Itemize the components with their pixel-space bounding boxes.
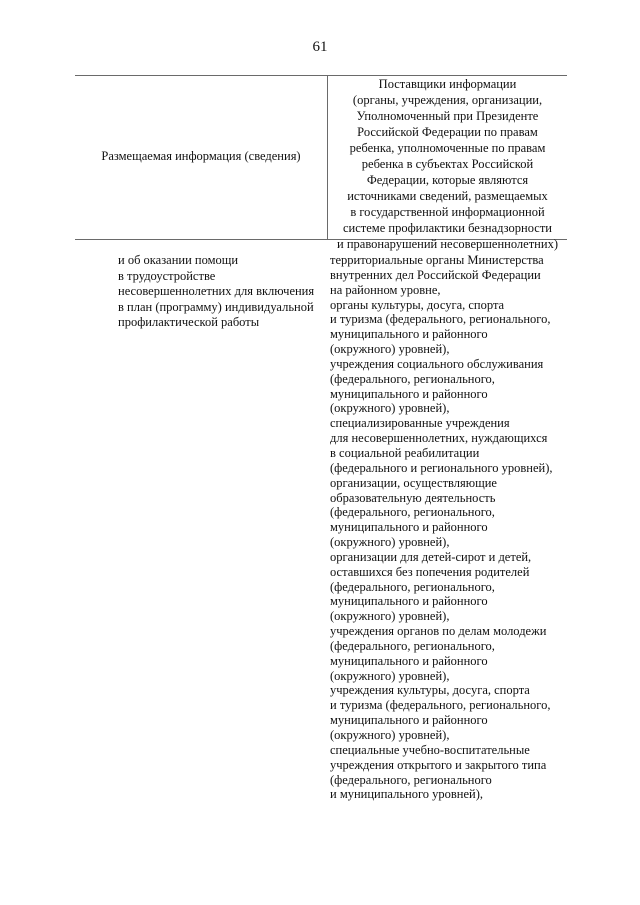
row-suppliers-line: в социальной реабилитации: [330, 445, 480, 460]
row-suppliers-line: (федерального, регионального,: [330, 579, 495, 594]
row-suppliers-line: (окружного) уровней),: [330, 728, 450, 742]
header-suppliers-line: Уполномоченный при Президенте: [356, 109, 539, 123]
row-suppliers-line: территориальные органы Министерства: [330, 253, 544, 267]
row-suppliers-line: муниципального и районного: [330, 653, 488, 668]
header-suppliers-line: ребенка в субъектах Российской: [361, 157, 534, 171]
header-suppliers-line: Федерации, которые являются: [366, 173, 529, 187]
row-info-line: профилактической работы: [118, 315, 260, 329]
row-suppliers-line: оставшихся без попечения родителей: [330, 564, 530, 579]
row-cell-suppliers: [330, 253, 553, 802]
row-suppliers-line: специальные учебно-воспитательные: [330, 742, 530, 757]
row-suppliers-line: муниципального и районного: [330, 520, 488, 535]
header-suppliers-line: источниками сведений, размещаемых: [347, 189, 548, 203]
row-suppliers-line: (окружного) уровней),: [330, 342, 450, 357]
row-suppliers-line: учреждения социального обслуживания: [330, 356, 544, 371]
header-cell-info: Размещаемая информация (сведения): [101, 149, 301, 163]
header-suppliers-line: и правонарушений несовершеннолетних): [337, 237, 558, 251]
row-suppliers-line: (окружного) уровней),: [330, 609, 450, 624]
row-info-line: в план (программу) индивидуальной: [118, 299, 314, 314]
row-suppliers-line: муниципального и районного: [330, 594, 488, 609]
row-suppliers-line: специализированные учреждения: [330, 416, 510, 431]
row-suppliers-line: (окружного) уровней),: [330, 535, 450, 550]
row-suppliers-line: учреждения культуры, досуга, спорта: [330, 683, 530, 698]
row-suppliers-line: (окружного) уровней),: [330, 668, 450, 683]
row-suppliers-line: (федерального, регионального: [330, 772, 492, 787]
header-suppliers-line: ребенка, уполномоченные по правам: [349, 141, 546, 155]
row-suppliers-line: муниципального и районного: [330, 386, 488, 401]
row-suppliers-line: внутренних дел Российской Федерации: [330, 267, 541, 282]
row-cell-info: [118, 253, 314, 331]
header-cell-suppliers: [328, 76, 567, 252]
row-info-line: и об оказании помощи: [118, 253, 239, 267]
row-suppliers-line: учреждения органов по делам молодежи: [330, 624, 547, 639]
row-suppliers-line: (федерального, регионального,: [330, 505, 495, 520]
row-suppliers-line: муниципального и районного: [330, 327, 488, 342]
header-suppliers-line: Поставщики информации: [378, 77, 517, 91]
row-suppliers-line: муниципального и районного: [330, 713, 488, 728]
row-suppliers-line: (федерального, регионального,: [330, 638, 495, 653]
row-suppliers-line: учреждения открытого и закрытого типа: [330, 757, 547, 772]
header-suppliers-line: Российской Федерации по правам: [357, 125, 538, 139]
row-suppliers-line: организации для детей-сирот и детей,: [330, 549, 532, 564]
page-number: 61: [312, 39, 328, 55]
row-info-line: в трудоустройстве: [118, 268, 216, 283]
row-suppliers-line: и туризма (федерального, регионального,: [330, 312, 551, 327]
row-suppliers-line: на районном уровне,: [330, 282, 441, 297]
row-info-line: несовершеннолетних для включения: [118, 284, 315, 298]
row-suppliers-line: (федерального, регионального,: [330, 371, 495, 386]
row-suppliers-line: и муниципального уровней),: [330, 787, 484, 802]
row-suppliers-line: организации, осуществляющие: [330, 475, 497, 490]
header-suppliers-line: (органы, учреждения, организации,: [352, 93, 543, 107]
row-suppliers-line: органы культуры, досуга, спорта: [330, 297, 505, 312]
row-suppliers-line: образовательную деятельность: [330, 490, 496, 505]
header-suppliers-line: системе профилактики безнадзорности: [343, 221, 552, 235]
row-suppliers-line: (федерального и регионального уровней),: [330, 460, 553, 475]
row-suppliers-line: (окружного) уровней),: [330, 401, 450, 416]
row-suppliers-line: и туризма (федерального, регионального,: [330, 698, 551, 713]
row-suppliers-line: для несовершеннолетних, нуждающихся: [330, 431, 548, 446]
header-suppliers-line: в государственной информационной: [350, 205, 545, 219]
